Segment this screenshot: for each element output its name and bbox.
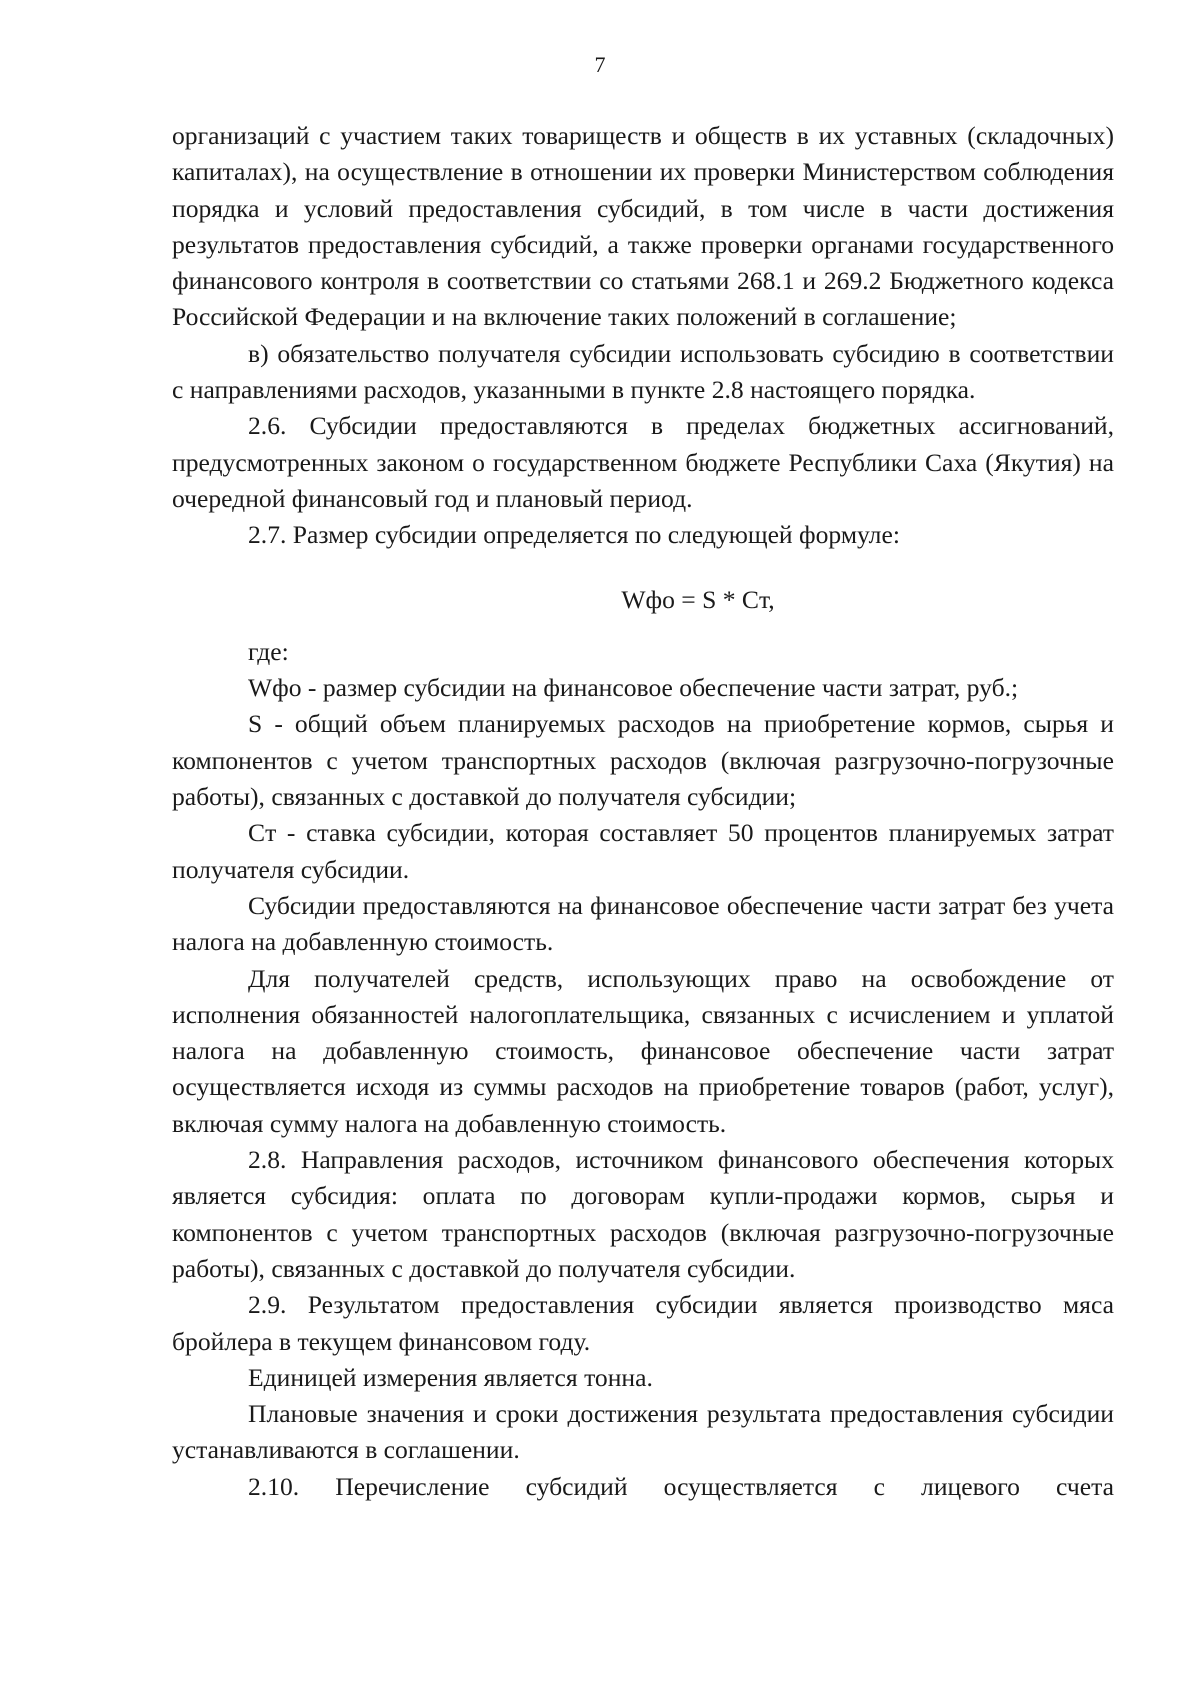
document-body bbox=[172, 118, 1114, 1505]
paragraph-obligation-v: в) обязательство получателя субсидии использовать субсидию в соответствии с направлениями расходов, указанными в пункте 2.8 настоящего порядка. bbox=[172, 338, 1114, 405]
paragraph-2-9: 2.9. Результатом предоставления субсидии является производство мяса бройлера в текущем финансовом году. bbox=[172, 1290, 1114, 1356]
paragraph-planned-values: Плановые значения и сроки достижения результата предоставления субсидии устанавливаются в соглашении. bbox=[172, 1399, 1114, 1465]
paragraph-where: где: bbox=[248, 636, 289, 666]
definition-s: S - общий объем планируемых расходов на приобретение кормов, сырья и компонентов с учетом транспортных расходов (включая разгрузочно-погрузочные работы), связанных с доставкой до получателя субсидии; bbox=[172, 709, 1114, 812]
subsidy-formula: Wфо = S * Cт, bbox=[621, 584, 775, 614]
paragraph-unit: Единицей измерения является тонна. bbox=[248, 1362, 653, 1392]
paragraph-2-6: 2.6. Субсидии предоставляются в пределах бюджетных ассигнований, предусмотренных законом о государственном бюджете Республики Саха (Якутия) на очередной финансовый год и плановый период. bbox=[172, 411, 1114, 513]
definition-wfo: Wфо - размер субсидии на финансовое обеспечение части затрат, руб.; bbox=[248, 673, 1019, 703]
paragraph-2-8: 2.8. Направления расходов, источником финансового обеспечения которых является субсидия: оплата по договорам купли-продажи кормов, сырья и компонентов с учетом транспортных расходов (включая разгрузочно-погрузочные работы), связанных с доставкой до получателя субсидии. bbox=[172, 1145, 1114, 1283]
paragraph-vat-exclusion: Субсидии предоставляются на финансовое обеспечение части затрат без учета налога на добавленную стоимость. bbox=[172, 890, 1114, 957]
paragraph-continuation: организаций с участием таких товариществ и обществ в их уставных (складочных) капиталах), на осуществление в отношении их проверки Министерством соблюдения порядка и условий предоставления субсидий, в том числе в части достижения результатов предоставления субсидий, а также проверки органами государственного финансового контроля в соответствии со статьями 268.1 и 269.2 Бюджетного кодекса Российской Федерации и на включение таких положений в соглашение; bbox=[172, 121, 1114, 332]
paragraph-2-10: 2.10. Перечисление субсидий осуществляется с лицевого счета bbox=[248, 1471, 1114, 1501]
paragraph-2-7: 2.7. Размер субсидии определяется по следующей формуле: bbox=[248, 520, 900, 550]
definition-ct: Cт - ставка субсидии, которая составляет 50 процентов планируемых затрат получателя субсидии. bbox=[172, 818, 1114, 884]
page-number: 7 bbox=[594, 52, 606, 77]
paragraph-vat-exemption: Для получателей средств, использующих право на освобождение от исполнения обязанностей налогоплательщика, связанных с исчислением и уплатой налога на добавленную стоимость, финансовое обеспечение части затрат осуществляется исходя из суммы расходов на приобретение товаров (работ, услуг), включая сумму налога на добавленную стоимость. bbox=[172, 963, 1114, 1138]
